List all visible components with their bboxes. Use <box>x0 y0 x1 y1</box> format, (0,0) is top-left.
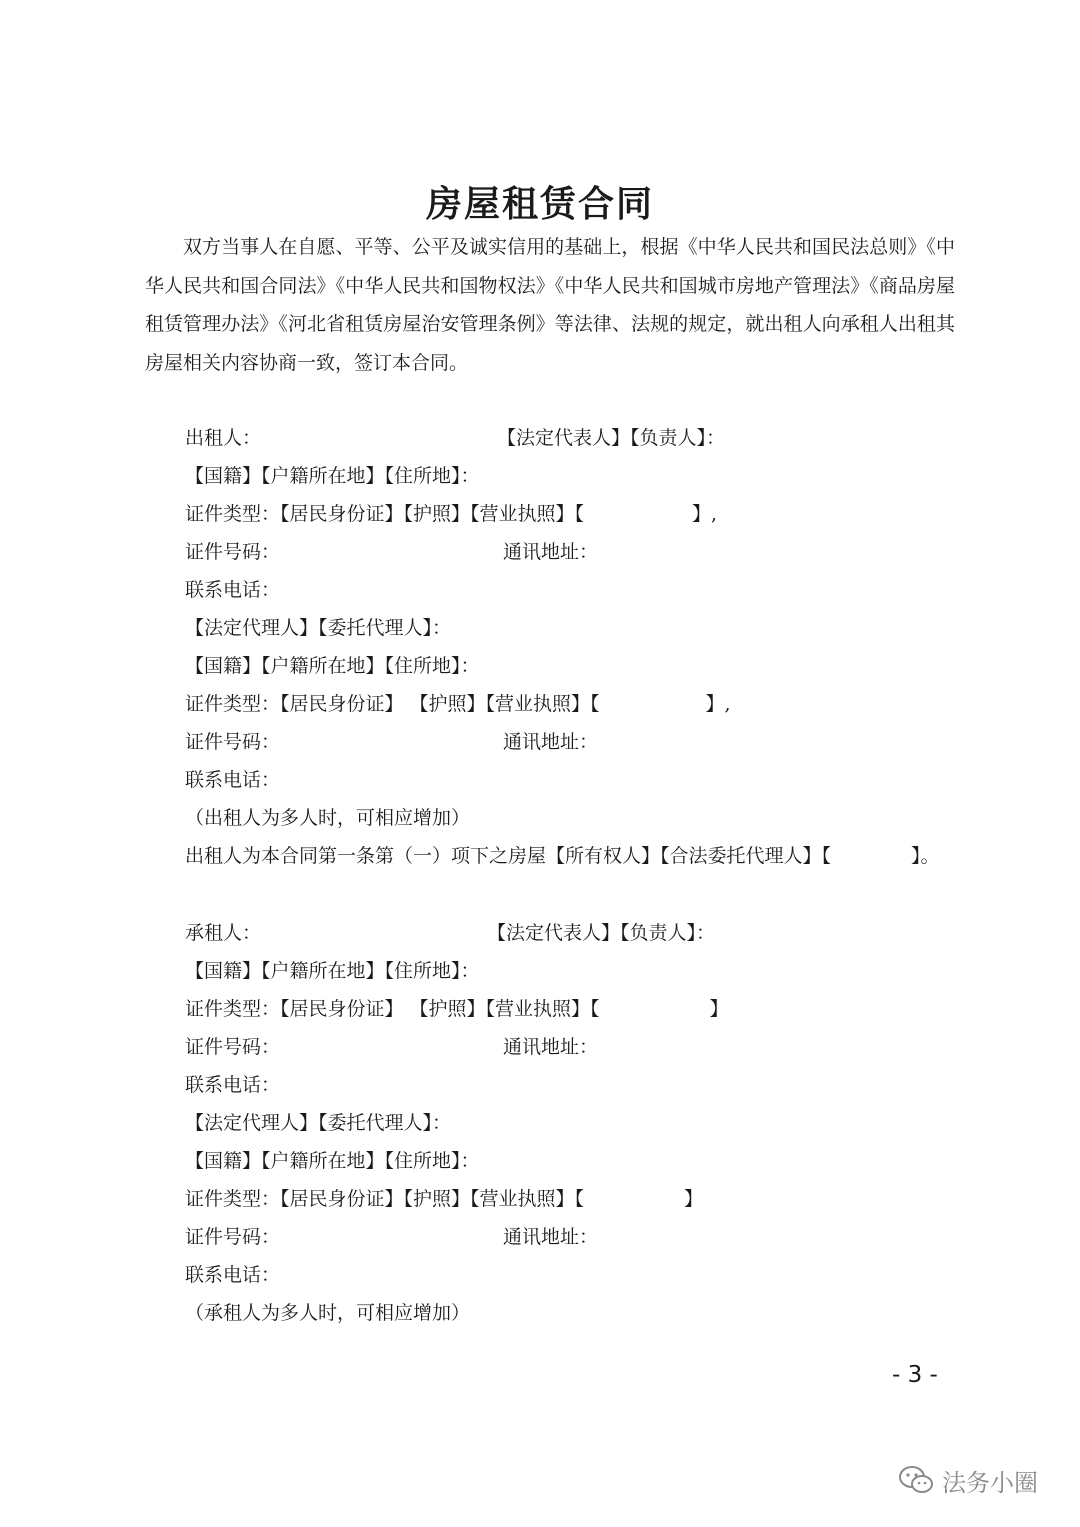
lessor-agent-id-type-close: 】, <box>705 693 731 715</box>
wechat-icon <box>898 1464 934 1496</box>
lessee-agent-address: 通讯地址： <box>503 1226 599 1248</box>
lessor-nationality: 【国籍】【户籍所在地】【住所地】： <box>185 465 480 487</box>
lessor-agent-nationality: 【国籍】【户籍所在地】【住所地】： <box>185 655 480 677</box>
watermark-text: 法务小圈 <box>942 1468 1038 1497</box>
lessee-agent-id-type-close: 】 <box>684 1188 704 1210</box>
lessor-id-type <box>185 499 717 529</box>
lessor-note: （出租人为多人时，可相应增加） <box>185 807 471 829</box>
lessee-nationality: 【国籍】【户籍所在地】【住所地】： <box>185 960 480 982</box>
lessee-agent-id-type <box>185 1184 703 1214</box>
lessor-agent-id-type-text: 证件类型：【居民身份证】 【护照】【营业执照】【 <box>185 693 600 715</box>
lessee-agent-id-number: 证件号码： <box>185 1226 281 1248</box>
lessor-agent-phone: 联系电话： <box>185 769 281 791</box>
lessor-ownership-text: 出租人为本合同第一条第（一）项下之房屋【所有权人】【合法委托代理人】【 <box>185 845 832 867</box>
lessor-ownership-close: 】。 <box>911 845 940 867</box>
lessor-ownership <box>185 841 940 871</box>
lessor-id-number: 证件号码： <box>185 541 281 563</box>
lessor-id-type-text: 证件类型：【居民身份证】【护照】【营业执照】【 <box>185 503 585 525</box>
lessee-rep-label: 【法定代表人】【负责人】： <box>487 922 716 944</box>
lessor-agent-id-number: 证件号码： <box>185 731 281 753</box>
lessor-id-type-close: 】, <box>692 503 718 525</box>
intro-paragraph: 双方当事人在自愿、平等、公平及诚实信用的基础上，根据《中华人民共和国民法总则》《中华人民共和国合同法》《中华人民共和国物权法》《中华人民共和国城市房地产管理法》《商品房屋租赁管理办法》《河北省租赁房屋治安管理条例》等法律、法规的规定，就出租人向承租人出租其房屋相关内容协商一致，签订本合同。 <box>145 236 955 374</box>
lessor-phone: 联系电话： <box>185 579 281 601</box>
page-number: - 3 - <box>892 1362 938 1388</box>
lessor-agent: 【法定代理人】【委托代理人】： <box>185 617 452 639</box>
lessee-agent-id-type-text: 证件类型：【居民身份证】【护照】【营业执照】【 <box>185 1188 585 1210</box>
lessee-id-type-close: 】 <box>709 998 729 1020</box>
lessee-agent-nationality: 【国籍】【户籍所在地】【住所地】： <box>185 1150 480 1172</box>
lessor-label: 出租人： <box>185 427 262 449</box>
lessee-id-number: 证件号码： <box>185 1036 281 1058</box>
lessee-agent: 【法定代理人】【委托代理人】： <box>185 1112 452 1134</box>
lessee-id-type <box>185 994 729 1024</box>
lessee-agent-phone: 联系电话： <box>185 1264 281 1286</box>
lessee-phone: 联系电话： <box>185 1074 281 1096</box>
lessee-note: （承租人为多人时，可相应增加） <box>185 1302 471 1324</box>
lessee-id-type-text: 证件类型：【居民身份证】 【护照】【营业执照】【 <box>185 998 600 1020</box>
lessor-agent-id-type <box>185 689 731 719</box>
lessor-agent-address: 通讯地址： <box>503 731 599 753</box>
lessor-rep-label: 【法定代表人】【负责人】： <box>497 427 726 449</box>
lessor-address: 通讯地址： <box>503 541 599 563</box>
watermark <box>898 1460 1038 1500</box>
lessee-label: 承租人： <box>185 922 262 944</box>
document-title: 房屋租赁合同 <box>425 183 654 225</box>
lessee-address: 通讯地址： <box>503 1036 599 1058</box>
